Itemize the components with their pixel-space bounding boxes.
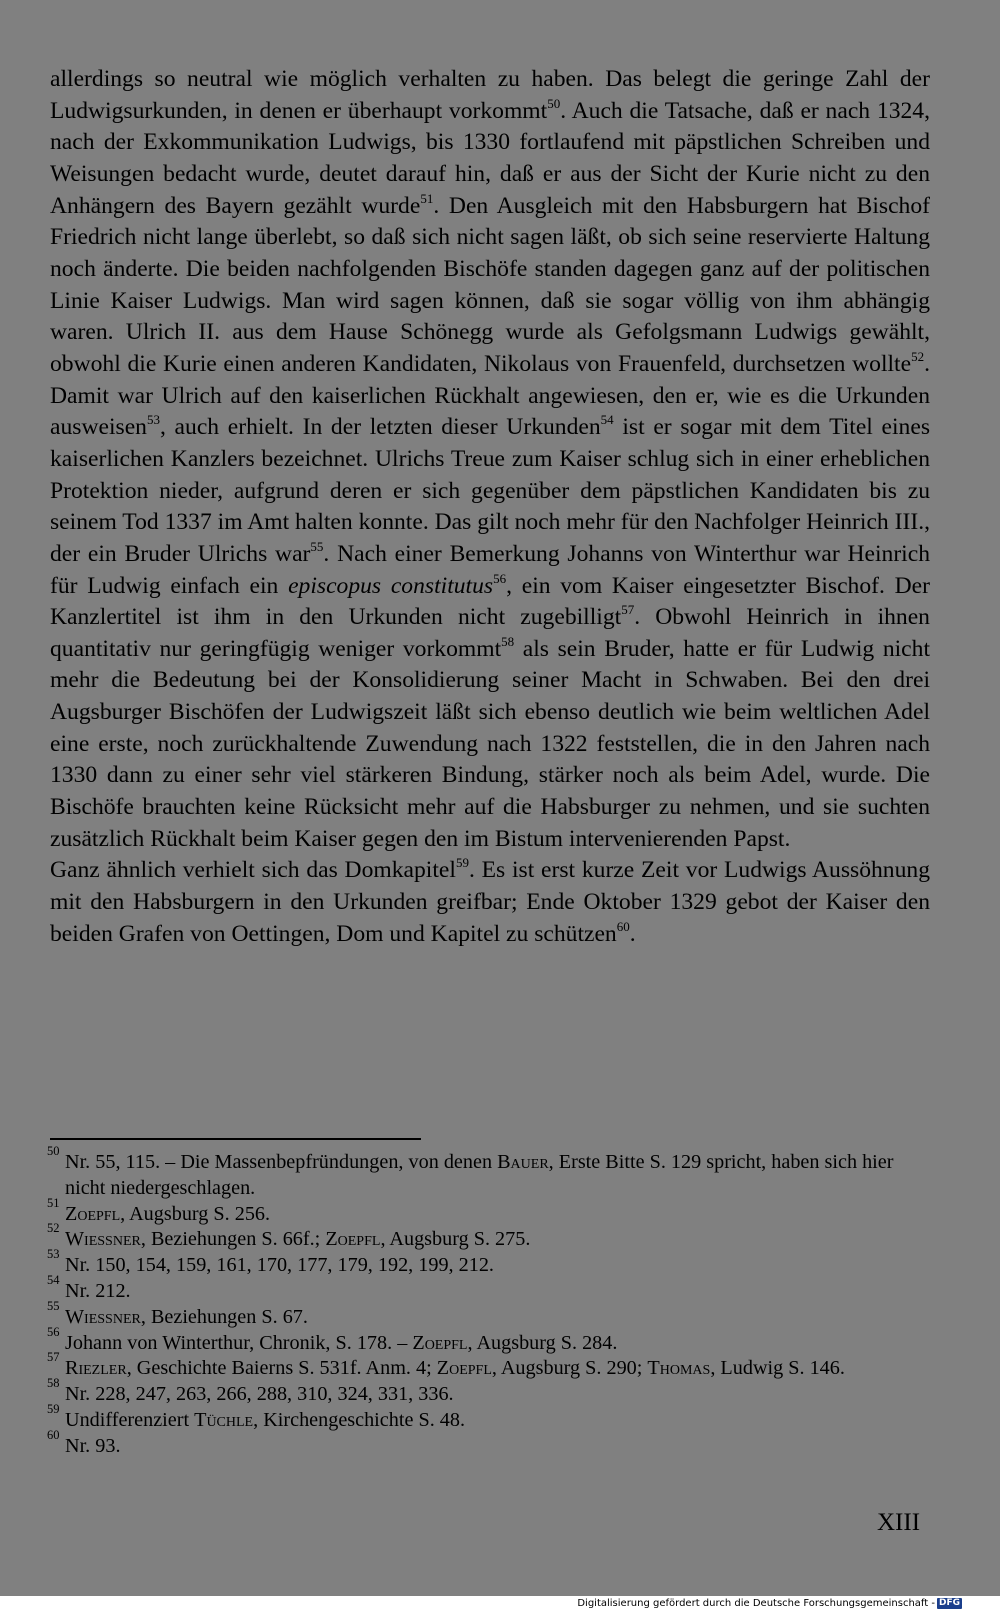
footnote-ref: 53 <box>146 412 160 428</box>
paragraph <box>50 855 930 950</box>
footnote-number: 58 <box>47 1376 60 1391</box>
footnote-ref: 54 <box>600 412 614 428</box>
footnote-separator <box>50 1138 421 1140</box>
footnote-ref: 59 <box>455 855 469 871</box>
text-run: . Auch die Tatsache, daß er nach 1324, nach der Exkommunikation Ludwigs, bis 1330 fortlaufend mit päpstlichen Schreiben und Weisungen bedacht wurde, deutet darauf hin, daß er aus der Sicht der Kurie nicht zu den Anhängern des Bayern gezählt wurde <box>50 97 930 219</box>
footnotes <box>47 1144 931 1460</box>
text-run: allerdings so neutral wie möglich verhalten zu haben. Das belegt die geringe Zahl der Ludwigsurkunden, in denen er überhaupt vorkommt <box>50 66 930 124</box>
text-run: ist er sogar mit dem Titel eines kaiserlichen Kanzlers bezeichnet. Ulrichs Treue zum Kaiser schlug sich in einer erheblichen Protektion nieder, aufgrund deren er sich gegenüber dem päpstlichen Kandidaten bis zu seinem Tod 1337 im Amt halten konnte. Das gilt noch mehr für den Nachfolger Heinrich III., der ein Bruder Ulrichs war <box>50 414 931 567</box>
footnote-number: 57 <box>47 1350 60 1365</box>
footnote <box>47 1144 931 1202</box>
footnote-ref: 60 <box>616 918 630 934</box>
author-name: Wiessner <box>65 1228 141 1251</box>
author-name: Zoepfl <box>325 1228 381 1251</box>
text-run: Nr. 93. <box>65 1434 121 1457</box>
footnote-ref: 52 <box>911 348 925 364</box>
footnote <box>47 1247 931 1279</box>
author-name: Zoepfl <box>436 1357 492 1380</box>
footnote <box>47 1324 931 1357</box>
text-run: , Augsburg S. 275. <box>380 1228 531 1251</box>
text-run: . Nach einer Bemerkung Johanns von Winterthur war Heinrich für Ludwig einfach ein <box>50 540 930 599</box>
author-name: Thomas <box>647 1357 711 1380</box>
footnote-number: 54 <box>47 1272 60 1287</box>
footnote-ref: 57 <box>621 602 635 618</box>
text-run: , ein vom Kaiser eingesetzter Bischof. Der Kanzlertitel ist ihm in den Urkunden nicht zugebilligt <box>50 572 931 631</box>
footnote <box>47 1350 931 1382</box>
footnote-ref: 58 <box>501 633 515 649</box>
main-text <box>50 64 930 950</box>
footnote <box>47 1221 931 1253</box>
credit-text: Digitalisierung gefördert durch die Deutsche Forschungsgemeinschaft - <box>577 1598 935 1609</box>
italic-term: episcopus constitutus <box>288 572 494 599</box>
text-run: Ganz ähnlich verhielt sich das Domkapitel <box>50 857 456 884</box>
footnote-number: 60 <box>47 1427 60 1442</box>
text-run: Nr. 228, 247, 263, 266, 288, 310, 324, 331, 336. <box>65 1383 454 1406</box>
footnote-number: 51 <box>47 1195 60 1210</box>
text-run: . Damit war Ulrich auf den kaiserlichen Rückhalt angewiesen, den er, wie es die Urkunden ausweisen <box>50 350 930 441</box>
text-run: , Erste Bitte S. 129 spricht, haben sich hier nicht niedergeschlagen. <box>65 1151 894 1199</box>
text-run: als sein Bruder, hatte er für Ludwig nicht mehr die Bedeutung bei der Konsolidierung seiner Macht in Schwaben. Bei den drei Augsburger Bischöfen der Ludwigszeit läßt sich ebenso deutlich wie beim weltlichen Adel eine erste, noch zurückhaltende Zuwendung nach 1322 feststellen, die in den Jahren nach 1330 dann zu einer sehr viel stärkeren Bindung, stärker noch als beim Adel, wurde. Die Bischöfe brauchten keine Rücksicht mehr auf die Habsburger zu nehmen, und sie suchten zusätzlich Rückhalt beim Kaiser gegen den im Bistum intervenierenden Papst. <box>50 635 930 852</box>
text-run: Nr. 150, 154, 159, 161, 170, 177, 179, 192, 199, 212. <box>65 1254 494 1277</box>
footnote <box>47 1376 931 1408</box>
footnote-number: 52 <box>47 1221 60 1236</box>
digitization-credit <box>577 1597 962 1610</box>
text-run: . Obwohl Heinrich in ihnen quantitativ nur geringfügig weniger vorkommt <box>50 604 930 662</box>
author-name: Zoepfl <box>412 1331 468 1354</box>
text-run: , Kirchengeschichte S. 48. <box>253 1408 466 1431</box>
text-run: . <box>629 920 636 947</box>
footnote <box>47 1401 931 1434</box>
dfg-logo: DFG <box>938 1598 960 1608</box>
footnote-number: 50 <box>47 1144 60 1158</box>
footnote <box>47 1272 931 1305</box>
text-run: Nr. 212. <box>65 1279 131 1302</box>
footnote-ref: 51 <box>420 190 434 206</box>
text-run: . Den Ausgleich mit den Habsburgern hat Bischof Friedrich nicht lange überlebt, so daß sich nicht sagen läßt, ob sich seine reservierte Haltung noch änderte. Die beiden nachfolgenden Bischöfe standen dagegen ganz auf der politischen Linie Kaiser Ludwigs. Man wird sagen können, daß sie sogar völlig von ihm abhängig waren. Ulrich II. aus dem Hause Schönegg wurde als Gefolgsmann Ludwigs gewählt, obwohl die Kurie einen anderen Kandidaten, Nikolaus von Frauenfeld, durchsetzen wollte <box>50 192 930 377</box>
author-name: Zoepfl <box>65 1202 121 1225</box>
text-run: , auch erhielt. In der letzten dieser Urkunden <box>159 414 601 441</box>
page-number: XIII <box>877 1509 921 1536</box>
text-run: , Augsburg S. 290; <box>491 1357 648 1380</box>
text-run: Undifferenziert <box>65 1408 195 1431</box>
footnote-number: 56 <box>47 1324 60 1339</box>
text-run: Nr. 55, 115. – Die Massenbepfründungen, von denen <box>65 1151 498 1173</box>
text-run: , Ludwig S. 146. <box>710 1357 845 1380</box>
author-name: Wiessner <box>65 1305 141 1328</box>
footnote-number: 53 <box>47 1247 60 1262</box>
footnote-number: 55 <box>47 1298 60 1313</box>
author-name: Bauer <box>497 1151 549 1173</box>
text-run: . Es ist erst kurze Zeit vor Ludwigs Aussöhnung mit den Habsburgern in den Urkunden greifbar; Ende Oktober 1329 gebot der Kaiser den beiden Grafen von Oettingen, Dom und Kapitel zu schützen <box>50 857 930 947</box>
footnote-ref: 50 <box>547 95 561 111</box>
footnote-number: 59 <box>47 1401 60 1416</box>
text-run: , Beziehungen S. 67. <box>140 1305 308 1328</box>
text-run: , Augsburg S. 284. <box>467 1331 618 1354</box>
text-run: , Geschichte Baierns S. 531f. Anm. 4; <box>126 1357 437 1380</box>
footnote <box>47 1298 931 1331</box>
footnote <box>47 1195 931 1228</box>
text-run: , Beziehungen S. 66f.; <box>140 1228 326 1251</box>
author-name: Tüchle <box>194 1408 254 1431</box>
footnote-ref: 56 <box>493 570 507 586</box>
author-name: Riezler <box>65 1357 127 1380</box>
text-run: , Augsburg S. 256. <box>120 1202 271 1225</box>
footnote-ref: 55 <box>310 538 324 554</box>
text-run: Johann von Winterthur, Chronik, S. 178. – <box>65 1331 413 1354</box>
paragraph <box>50 64 930 855</box>
footnote <box>47 1427 931 1460</box>
